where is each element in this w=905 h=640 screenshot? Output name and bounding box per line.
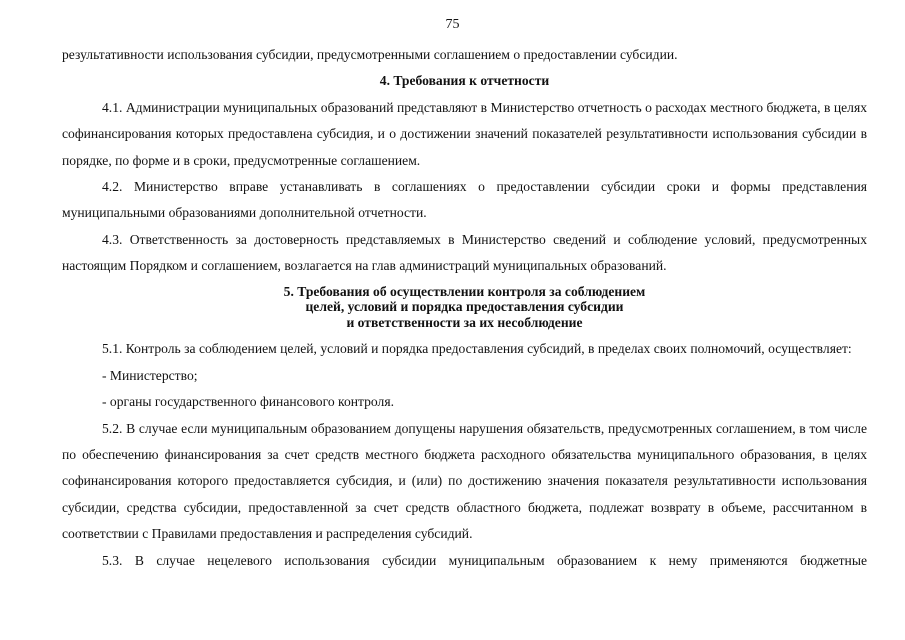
section-4-title: 4. Требования к отчетности <box>379 73 550 89</box>
list-item-ministry: - Министерство; <box>102 367 198 383</box>
section-5-title-line-3: и ответственности за их несоблюдение <box>346 314 583 330</box>
paragraph-4-2: 4.2. Министерство вправе устанавливать в соглашениях о предоставлении субсидии сроки и формы представления муниципальными образованиями дополнительной отчетности. <box>62 179 867 221</box>
section-5-title <box>62 284 867 331</box>
paragraph-intro-tail: результативности использования субсидии, предусмотренными соглашением о предоставлении субсидии. <box>62 47 678 62</box>
section-5-title-line-1: 5. Требования об осуществлении контроля за соблюдением <box>283 283 646 299</box>
page-number: 75 <box>445 17 460 32</box>
paragraph-5-2: 5.2. В случае если муниципальным образованием допущены нарушения обязательств, предусмотренных соглашением, в том числе по обеспечению финансирования за счет средств местного бюджета расходного обязательства муниципального образования, в целях софинансирования которого предоставляется субсидия, и (или) по достижению значения показателя результативности использования субсидии, средства субсидии, предоставленной за счет средств областного бюджета, подлежат возврату в объеме, рассчитанном в соответствии с Правилами предоставления и распределения субсидий. <box>62 420 867 542</box>
list-item-financial-control: - органы государственного финансового контроля. <box>102 394 394 410</box>
paragraph-4-3: 4.3. Ответственность за достоверность представляемых в Министерство сведений и соблюдение условий, предусмотренных настоящим Порядком и соглашением, возлагается на глав администраций муниципальных образований. <box>62 231 867 274</box>
paragraph-5-3: 5.3. В случае нецелевого использования субсидии муниципальным образованием к нему применяются бюджетные <box>102 552 867 568</box>
paragraph-4-1: 4.1. Администрации муниципальных образований представляют в Министерство отчетность о расходах местного бюджета, в целях софинансирования которых предоставлена субсидия, и о достижении значений показателей результативности использования субсидии в порядке, по форме и в сроки, предусмотренные соглашением. <box>62 99 867 168</box>
section-5-title-line-2: целей, условий и порядка предоставления субсидии <box>305 299 624 315</box>
paragraph-5-1: 5.1. Контроль за соблюдением целей, условий и порядка предоставления субсидий, в пределах своих полномочий, осуществляет: <box>102 341 852 357</box>
document-body <box>62 42 867 574</box>
